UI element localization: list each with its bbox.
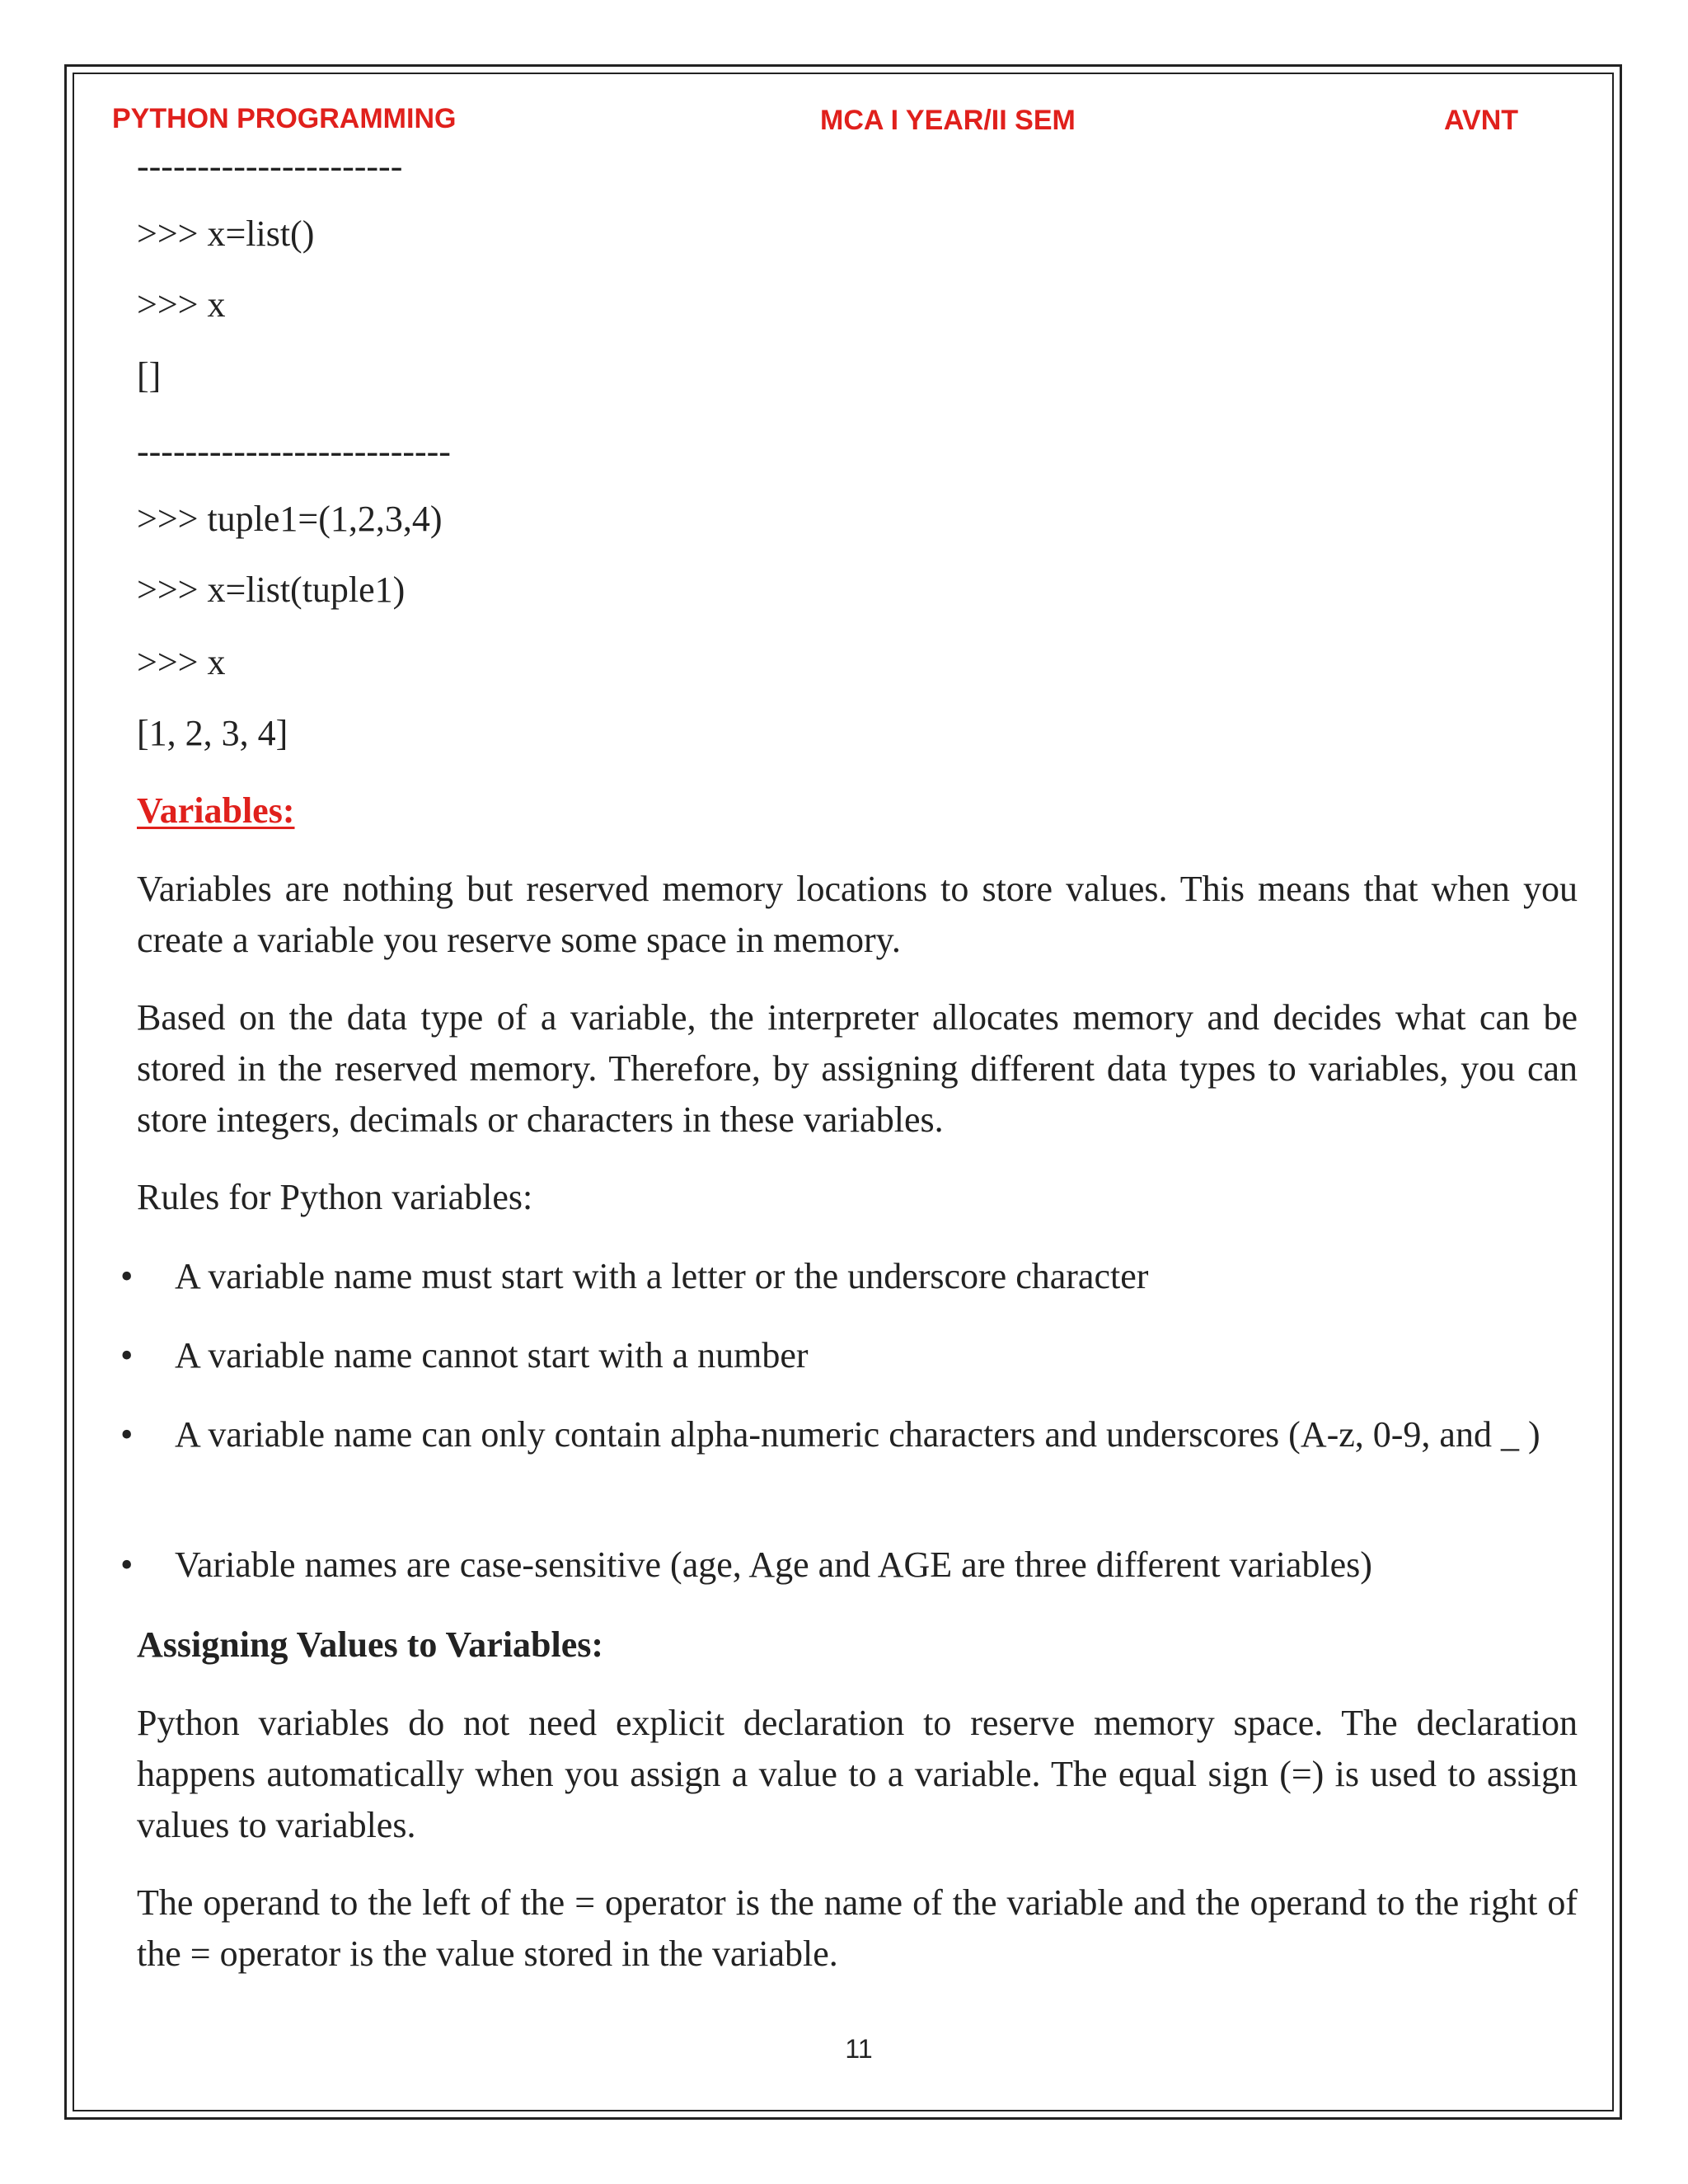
section-title-assigning: Assigning Values to Variables: bbox=[137, 1624, 604, 1665]
header-author: AVNT bbox=[1444, 105, 1519, 136]
list-item-text: Variable names are case-sensitive (age, Age and AGE are three different variables) bbox=[175, 1544, 1372, 1585]
code-line: >>> x bbox=[137, 642, 226, 682]
code-line: >>> tuple1=(1,2,3,4) bbox=[137, 499, 443, 539]
code-line: >>> x=list(tuple1) bbox=[137, 569, 406, 610]
header-semester: MCA I YEAR/II SEM bbox=[820, 105, 1076, 136]
code-line: >>> x bbox=[137, 284, 226, 325]
code-line: >>> x=list() bbox=[137, 213, 315, 254]
bullet-icon: • bbox=[120, 1335, 134, 1376]
list-item bbox=[120, 1330, 1578, 1381]
code-line: [] bbox=[137, 355, 162, 396]
section-title-variables: Variables: bbox=[137, 790, 295, 831]
code-separator: ---------------------- bbox=[137, 146, 403, 186]
paragraph: The operand to the left of the = operator is the name of the variable and the operand to the right of the = operator is the value stored in the variable. bbox=[137, 1882, 1578, 1974]
paragraph: Based on the data type of a variable, the interpreter allocates memory and decides what can be stored in the reserved memory. Therefore, by assigning different data types to variables, you can store integers, decimals or characters in these variables. bbox=[137, 997, 1578, 1140]
list-item-text: A variable name can only contain alpha-numeric characters and underscores (A-z, 0-9, and _ ) bbox=[175, 1414, 1540, 1455]
header-course-title: PYTHON PROGRAMMING bbox=[112, 103, 457, 134]
list-item bbox=[120, 1409, 1578, 1460]
code-separator: -------------------------- bbox=[137, 431, 451, 471]
paragraph: Python variables do not need explicit declaration to reserve memory space. The declaration happens automatically when you assign a value to a variable. The equal sign (=) is used to assign values to variables. bbox=[137, 1703, 1578, 1845]
list-item bbox=[120, 1251, 1578, 1302]
list-item-text: A variable name must start with a letter or the underscore character bbox=[175, 1256, 1149, 1296]
code-line: [1, 2, 3, 4] bbox=[137, 713, 288, 753]
list-item-text: A variable name cannot start with a number bbox=[175, 1335, 809, 1376]
list-item bbox=[120, 1540, 1578, 1591]
page-number: 11 bbox=[845, 2034, 873, 2064]
bullet-icon: • bbox=[120, 1414, 134, 1455]
paragraph: Variables are nothing but reserved memory locations to store values. This means that when you create a variable you reserve some space in memory. bbox=[137, 869, 1578, 960]
bullet-icon: • bbox=[120, 1544, 134, 1585]
bullet-icon: • bbox=[120, 1256, 134, 1296]
rules-intro: Rules for Python variables: bbox=[137, 1177, 533, 1217]
